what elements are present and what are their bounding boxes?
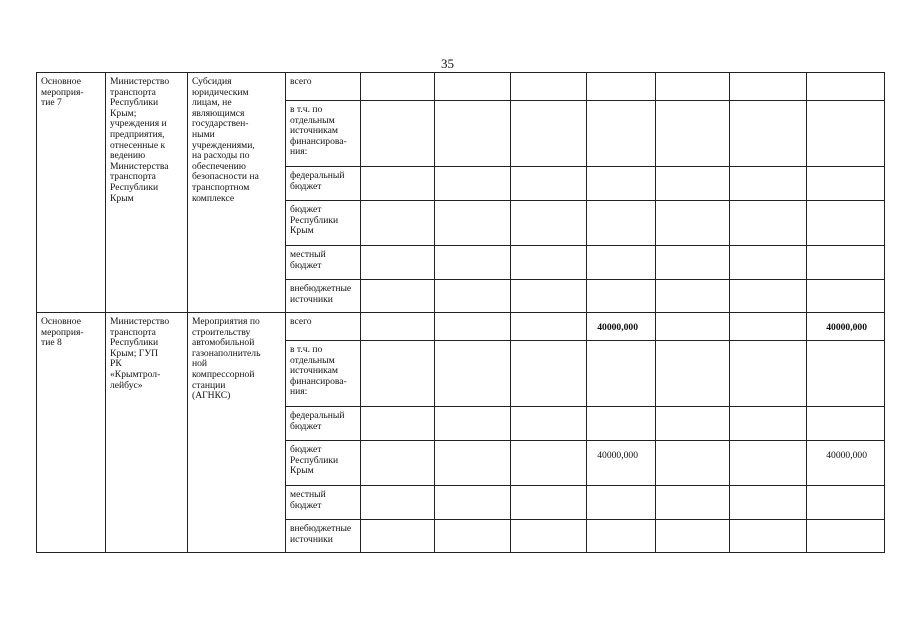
value-cell [511,407,587,441]
value-cell [361,407,435,441]
value-cell [656,201,730,246]
value-cell [361,520,435,553]
funding-source-cell: бюджет Республики Крым [286,201,361,246]
value-cell [730,101,807,167]
value-cell [656,520,730,553]
value-cell [587,520,656,553]
value-cell [511,486,587,520]
value-cell [730,441,807,486]
value-cell [730,486,807,520]
value-cell [656,167,730,201]
value-cell [807,341,885,407]
value-cell [435,73,511,101]
value-cell [807,73,885,101]
value-cell [435,520,511,553]
value-cell: 40000,000 [587,441,656,486]
value-cell: 40000,000 [587,313,656,341]
value-cell [361,101,435,167]
table-row [37,73,885,101]
value-cell [807,520,885,553]
value-cell [361,486,435,520]
value-cell [435,101,511,167]
value-cell [807,486,885,520]
value-cell [656,101,730,167]
value-cell [807,201,885,246]
value-cell [730,407,807,441]
value-cell [587,201,656,246]
value-cell [435,486,511,520]
description-cell: Мероприятия по строительству автомобильной газонаполнитель ной компрессорной станции (АГНКС) [188,313,286,553]
value-cell [807,167,885,201]
value-cell [587,280,656,313]
value-cell [587,73,656,101]
funding-source-cell: федеральный бюджет [286,167,361,201]
table-body [37,73,885,553]
value-cell [656,246,730,280]
value-cell [361,73,435,101]
value-cell [656,441,730,486]
value-cell [807,407,885,441]
value-cell [730,280,807,313]
value-cell [730,167,807,201]
funding-source-cell: местный бюджет [286,246,361,280]
funding-source-cell: в т.ч. по отдельным источникам финансирова- ния: [286,101,361,167]
value-cell [730,341,807,407]
funding-source-cell: бюджет Республики Крым [286,441,361,486]
value-cell [511,313,587,341]
value-cell [511,520,587,553]
value-cell [511,280,587,313]
value-cell [361,341,435,407]
value-cell [361,167,435,201]
value-cell [435,280,511,313]
value-cell [807,101,885,167]
funding-source-cell: местный бюджет [286,486,361,520]
value-cell [361,313,435,341]
value-cell [587,407,656,441]
executor-cell: Министерство транспорта Республики Крым; учреждения и предприятия, отнесенные к ведению Министерства транспорта Республики Крым [106,73,188,313]
value-cell [656,313,730,341]
value-cell [730,313,807,341]
value-cell [511,441,587,486]
value-cell [361,201,435,246]
value-cell [435,246,511,280]
value-cell [587,167,656,201]
value-cell [656,73,730,101]
value-cell [435,341,511,407]
value-cell [511,167,587,201]
page-number: 35 [441,56,454,71]
value-cell [587,341,656,407]
value-cell [435,407,511,441]
value-cell [511,246,587,280]
value-cell [730,73,807,101]
funding-source-cell: всего [286,313,361,341]
value-cell [656,486,730,520]
value-cell [361,280,435,313]
value-cell [511,73,587,101]
value-cell [656,341,730,407]
description-cell: Субсидия юридическим лицам, не являющимся государствен- ными учреждениями, на расходы по обеспечению безопасности на транспортном комплексе [188,73,286,313]
value-cell [511,101,587,167]
value-cell [511,201,587,246]
value-cell [587,101,656,167]
value-cell [511,341,587,407]
value-cell [435,313,511,341]
value-cell [807,280,885,313]
value-cell [587,486,656,520]
value-cell [730,246,807,280]
value-cell [730,520,807,553]
value-cell [361,441,435,486]
value-cell [435,201,511,246]
value-cell [587,246,656,280]
table-row [37,313,885,341]
value-cell: 40000,000 [807,313,885,341]
executor-cell: Министерство транспорта Республики Крым; ГУП РК «Крымтрол- лейбус» [106,313,188,553]
financing-table [36,72,885,553]
value-cell [435,441,511,486]
funding-source-cell: в т.ч. по отдельным источникам финансирова- ния: [286,341,361,407]
value-cell: 40000,000 [807,441,885,486]
funding-source-cell: внебюджетные источники [286,520,361,553]
value-cell [656,280,730,313]
value-cell [361,246,435,280]
funding-source-cell: всего [286,73,361,101]
value-cell [656,407,730,441]
funding-source-cell: внебюджетные источники [286,280,361,313]
value-cell [435,167,511,201]
funding-source-cell: федеральный бюджет [286,407,361,441]
event-cell: Основное мероприя- тие 8 [37,313,106,553]
event-cell: Основное мероприя- тие 7 [37,73,106,313]
value-cell [730,201,807,246]
value-cell [807,246,885,280]
